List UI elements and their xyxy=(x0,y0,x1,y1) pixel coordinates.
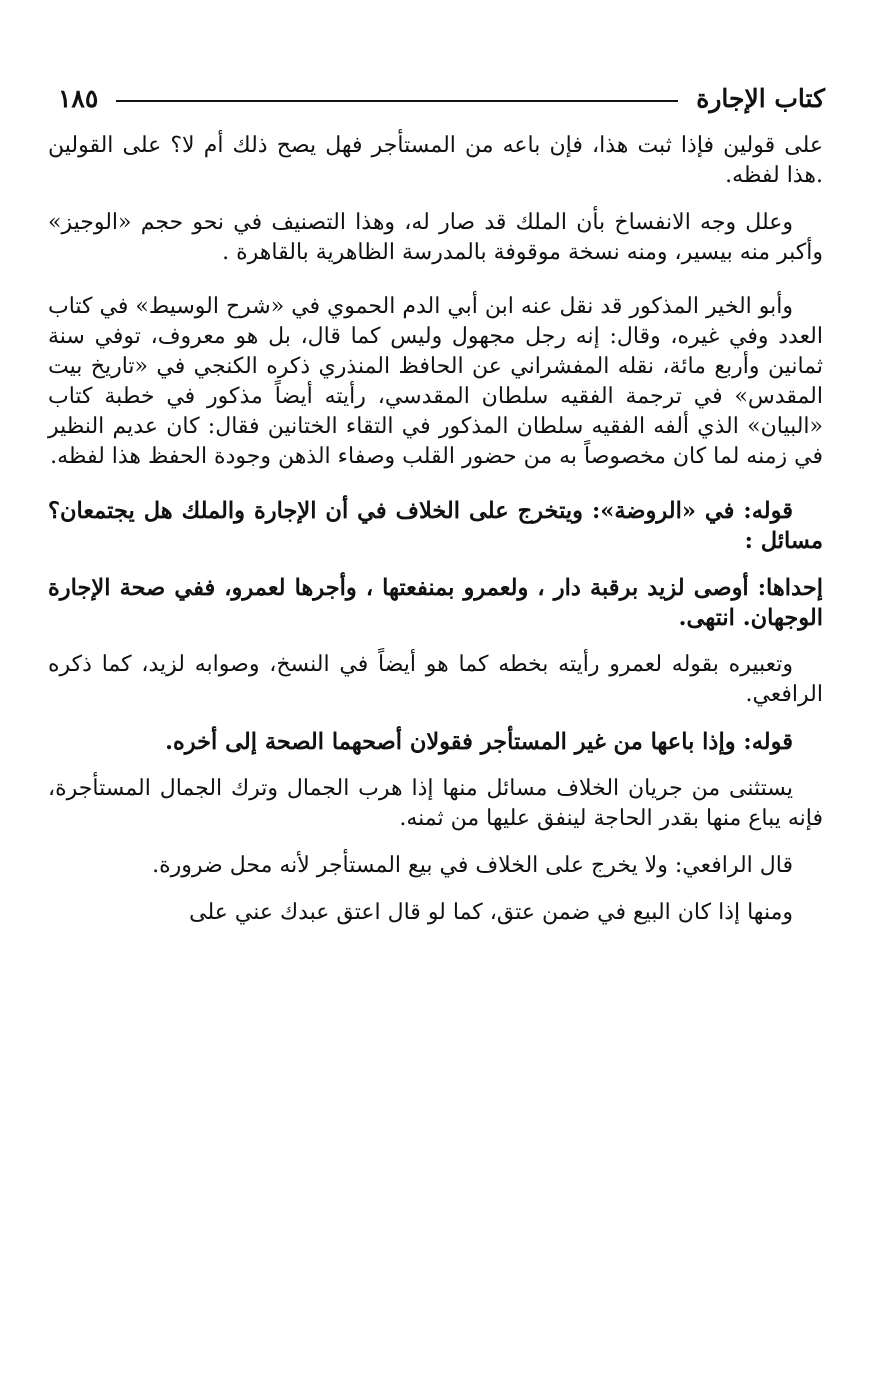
header-divider xyxy=(116,100,678,102)
quoted-heading: قوله: وإذا باعها من غير المستأجر فقولان أصحهما الصحة إلى أخره. xyxy=(165,729,793,755)
body-paragraph: قال الرافعي: ولا يخرج على الخلاف في بيع المستأجر لأنه محل ضرورة. xyxy=(152,853,793,878)
page-number: ١٨٥ xyxy=(58,83,99,113)
body-paragraph: وعلل وجه الانفساخ بأن الملك قد صار له، وهذا التصنيف في نحو حجم «الوجيز» وأكبر منه بيسير، ومنه نسخة موقوفة بالمدرسة الظاهرية بالقاهرة . xyxy=(48,210,823,265)
quoted-heading: قوله: في «الروضة»: ويتخرج على الخلاف في أن الإجارة والملك هل يجتمعان؟ مسائل : xyxy=(48,498,823,554)
body-paragraph: وأبو الخير المذكور قد نقل عنه ابن أبي الدم الحموي في «شرح الوسيط» في كتاب العدد وفي غيره، وقال: إنه رجل مجهول وليس كما قال، بل هو معروف، توفي سنة ثمانين وأربع مائة، نقله المفشراني عن الحافظ المنذري ذكره الكنجي في «تاريخ بيت المقدس» في ترجمة الفقيه سلطان المقدسي، رأيته أيضاً مذكور في خطبة كتاب «البيان» الذي ألفه الفقيه سلطان المذكور في التقاء الختانين فقال: كان عديم النظير في زمنه لما كان مخصوصاً به من حضور القلب وصفاء الذهن وجودة الحفظ هذا لفظه. xyxy=(48,294,823,469)
book-title: كتاب الإجارة xyxy=(696,83,825,113)
quoted-heading: إحداها: أوصى لزيد برقبة دار ، ولعمرو بمنفعتها ، وأجرها لعمرو، ففي صحة الإجارة الوجهان. انتهى. xyxy=(48,575,823,631)
body-paragraph: يستثنى من جريان الخلاف مسائل منها إذا هرب الجمال وترك الجمال المستأجرة، فإنه يباع منها بقدر الحاجة لينفق عليها من ثمنه. xyxy=(48,776,823,831)
page-content xyxy=(48,131,823,952)
body-paragraph: ومنها إذا كان البيع في ضمن عتق، كما لو قال اعتق عبدك عني على xyxy=(189,900,793,925)
page-header xyxy=(48,78,825,118)
body-paragraph: وتعبيره بقوله لعمرو رأيته بخطه كما هو أيضاً في النسخ، وصوابه لزيد، كما ذكره الرافعي. xyxy=(48,652,823,707)
body-paragraph: على قولين فإذا ثبت هذا، فإن باعه من المستأجر فهل يصح ذلك أم لا؟ على القولين .هذا لفظه. xyxy=(48,133,823,188)
